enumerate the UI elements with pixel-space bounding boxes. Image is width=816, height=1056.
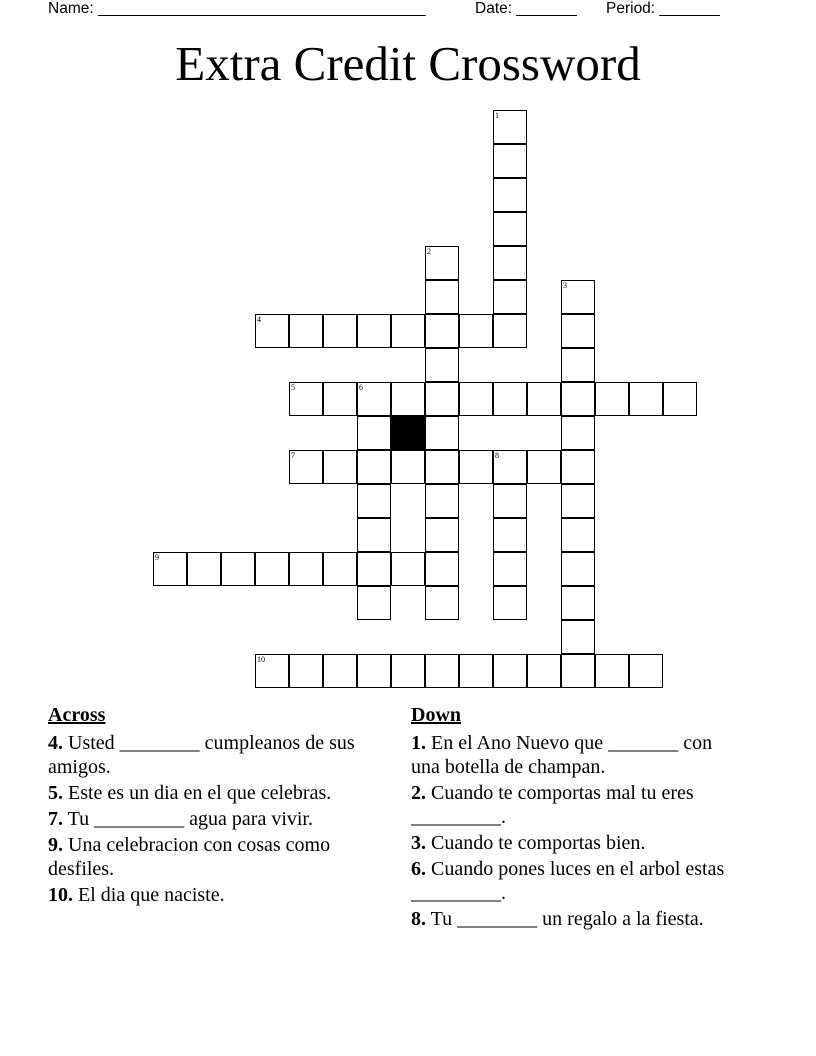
grid-cell[interactable]	[425, 552, 459, 586]
grid-cell[interactable]	[493, 484, 527, 518]
clue-number-label: 9	[155, 553, 159, 562]
grid-cell[interactable]	[391, 450, 425, 484]
grid-cell[interactable]	[527, 654, 561, 688]
grid-cell[interactable]	[561, 450, 595, 484]
grid-cell[interactable]	[255, 552, 289, 586]
grid-cell[interactable]	[289, 314, 323, 348]
down-heading: Down	[411, 704, 462, 726]
grid-cell[interactable]	[493, 110, 527, 144]
grid-cell[interactable]	[357, 586, 391, 620]
clue-number-label: 8	[495, 451, 499, 460]
clue-number-label: 2	[427, 247, 431, 256]
grid-cell[interactable]	[561, 620, 595, 654]
clue-number-label: 5	[291, 383, 295, 392]
grid-cell[interactable]	[561, 654, 595, 688]
grid-cell[interactable]	[289, 382, 323, 416]
grid-cell[interactable]	[425, 348, 459, 382]
grid-cell[interactable]	[493, 654, 527, 688]
clue-across-10	[48, 883, 378, 907]
period-field-label: Period: _______	[606, 0, 720, 17]
clue-down-3	[411, 831, 741, 855]
clue-number-label: 3	[563, 281, 567, 290]
clue-number: 10.	[48, 884, 73, 906]
clue-text: Cuando pones luces en el arbol estas _________.	[411, 858, 725, 904]
grid-cell[interactable]	[255, 314, 289, 348]
grid-cell[interactable]	[493, 552, 527, 586]
grid-cell[interactable]	[357, 484, 391, 518]
clue-across-7	[48, 807, 378, 831]
grid-cell[interactable]	[357, 416, 391, 450]
grid-cell[interactable]	[323, 654, 357, 688]
clue-number: 3.	[411, 832, 426, 854]
grid-cell[interactable]	[153, 552, 187, 586]
grid-cell[interactable]	[629, 654, 663, 688]
grid-cell[interactable]	[527, 382, 561, 416]
grid-cell[interactable]	[595, 382, 629, 416]
clue-number-label: 4	[257, 315, 261, 324]
clue-number: 1.	[411, 732, 426, 754]
across-heading: Across	[48, 704, 106, 726]
clue-number: 9.	[48, 834, 63, 856]
clue-number: 8.	[411, 908, 426, 930]
grid-cell[interactable]	[425, 586, 459, 620]
grid-cell[interactable]	[561, 518, 595, 552]
grid-cell[interactable]	[187, 552, 221, 586]
clue-text: Tu ________ un regalo a la fiesta.	[430, 908, 704, 930]
grid-cell[interactable]	[323, 552, 357, 586]
grid-cell[interactable]	[323, 450, 357, 484]
grid-cell[interactable]	[357, 552, 391, 586]
clue-text: Una celebracion con cosas como desfiles.	[48, 834, 331, 880]
grid-cell[interactable]	[493, 212, 527, 246]
grid-cell[interactable]	[493, 144, 527, 178]
across-clues	[48, 703, 378, 909]
blocked-cell	[391, 416, 425, 450]
grid-cell[interactable]	[391, 382, 425, 416]
clue-across-5	[48, 781, 378, 805]
clue-text: Cuando te comportas bien.	[431, 832, 646, 854]
grid-cell[interactable]	[561, 586, 595, 620]
grid-cell[interactable]	[561, 314, 595, 348]
clue-number-label: 10	[257, 655, 265, 664]
grid-cell[interactable]	[493, 586, 527, 620]
grid-cell[interactable]	[629, 382, 663, 416]
clue-number: 4.	[48, 732, 63, 754]
grid-cell[interactable]	[663, 382, 697, 416]
grid-cell[interactable]	[221, 552, 255, 586]
grid-cell[interactable]	[493, 382, 527, 416]
grid-cell[interactable]	[357, 382, 391, 416]
clue-text: Usted ________ cumpleanos de sus amigos.	[48, 732, 355, 778]
clue-across-9	[48, 833, 378, 881]
clue-text: Este es un dia en el que celebras.	[68, 782, 332, 804]
page-title: Extra Credit Crossword	[175, 36, 641, 91]
down-clues	[411, 703, 741, 933]
grid-cell[interactable]	[561, 484, 595, 518]
grid-cell[interactable]	[289, 654, 323, 688]
grid-cell[interactable]	[527, 450, 561, 484]
clue-number-label: 7	[291, 451, 295, 460]
grid-cell[interactable]	[323, 382, 357, 416]
grid-cell[interactable]	[425, 450, 459, 484]
grid-cell[interactable]	[493, 314, 527, 348]
clue-text: Cuando te comportas mal tu eres _________.	[411, 782, 694, 828]
grid-cell[interactable]	[425, 484, 459, 518]
grid-cell[interactable]	[289, 450, 323, 484]
grid-cell[interactable]	[595, 654, 629, 688]
grid-cell[interactable]	[425, 280, 459, 314]
clue-text: Tu _________ agua para vivir.	[67, 808, 313, 830]
grid-cell[interactable]	[493, 518, 527, 552]
grid-cell[interactable]	[493, 246, 527, 280]
grid-cell[interactable]	[391, 314, 425, 348]
grid-cell[interactable]	[357, 654, 391, 688]
grid-cell[interactable]	[459, 314, 493, 348]
clue-down-1	[411, 731, 741, 779]
grid-cell[interactable]	[561, 348, 595, 382]
clue-number: 2.	[411, 782, 426, 804]
date-field-label: Date: _______	[475, 0, 577, 17]
clue-down-2	[411, 781, 741, 829]
grid-cell[interactable]	[425, 382, 459, 416]
clue-down-8	[411, 907, 741, 931]
name-field-label: Name: ______________________________________	[48, 0, 426, 17]
grid-cell[interactable]	[493, 280, 527, 314]
grid-cell[interactable]	[561, 416, 595, 450]
grid-cell[interactable]	[323, 314, 357, 348]
grid-cell[interactable]	[459, 382, 493, 416]
grid-cell[interactable]	[255, 654, 289, 688]
clue-number-label: 6	[359, 383, 363, 392]
clue-text: El dia que naciste.	[78, 884, 225, 906]
grid-cell[interactable]	[391, 654, 425, 688]
grid-cell[interactable]	[493, 450, 527, 484]
clue-text: En el Ano Nuevo que _______ con una botella de champan.	[411, 732, 713, 778]
grid-cell[interactable]	[425, 518, 459, 552]
grid-cell[interactable]	[459, 654, 493, 688]
grid-cell[interactable]	[459, 450, 493, 484]
grid-cell[interactable]	[391, 552, 425, 586]
clue-number-label: 1	[495, 111, 499, 120]
grid-cell[interactable]	[357, 450, 391, 484]
clue-number: 6.	[411, 858, 426, 880]
clue-number: 5.	[48, 782, 63, 804]
clue-across-4	[48, 731, 378, 779]
grid-cell[interactable]	[561, 382, 595, 416]
clue-down-6	[411, 857, 741, 905]
grid-cell[interactable]	[357, 518, 391, 552]
grid-cell[interactable]	[561, 280, 595, 314]
grid-cell[interactable]	[561, 552, 595, 586]
grid-cell[interactable]	[425, 416, 459, 450]
grid-cell[interactable]	[493, 178, 527, 212]
grid-cell[interactable]	[425, 654, 459, 688]
clue-number: 7.	[48, 808, 63, 830]
grid-cell[interactable]	[425, 246, 459, 280]
grid-cell[interactable]	[425, 314, 459, 348]
grid-cell[interactable]	[289, 552, 323, 586]
grid-cell[interactable]	[357, 314, 391, 348]
